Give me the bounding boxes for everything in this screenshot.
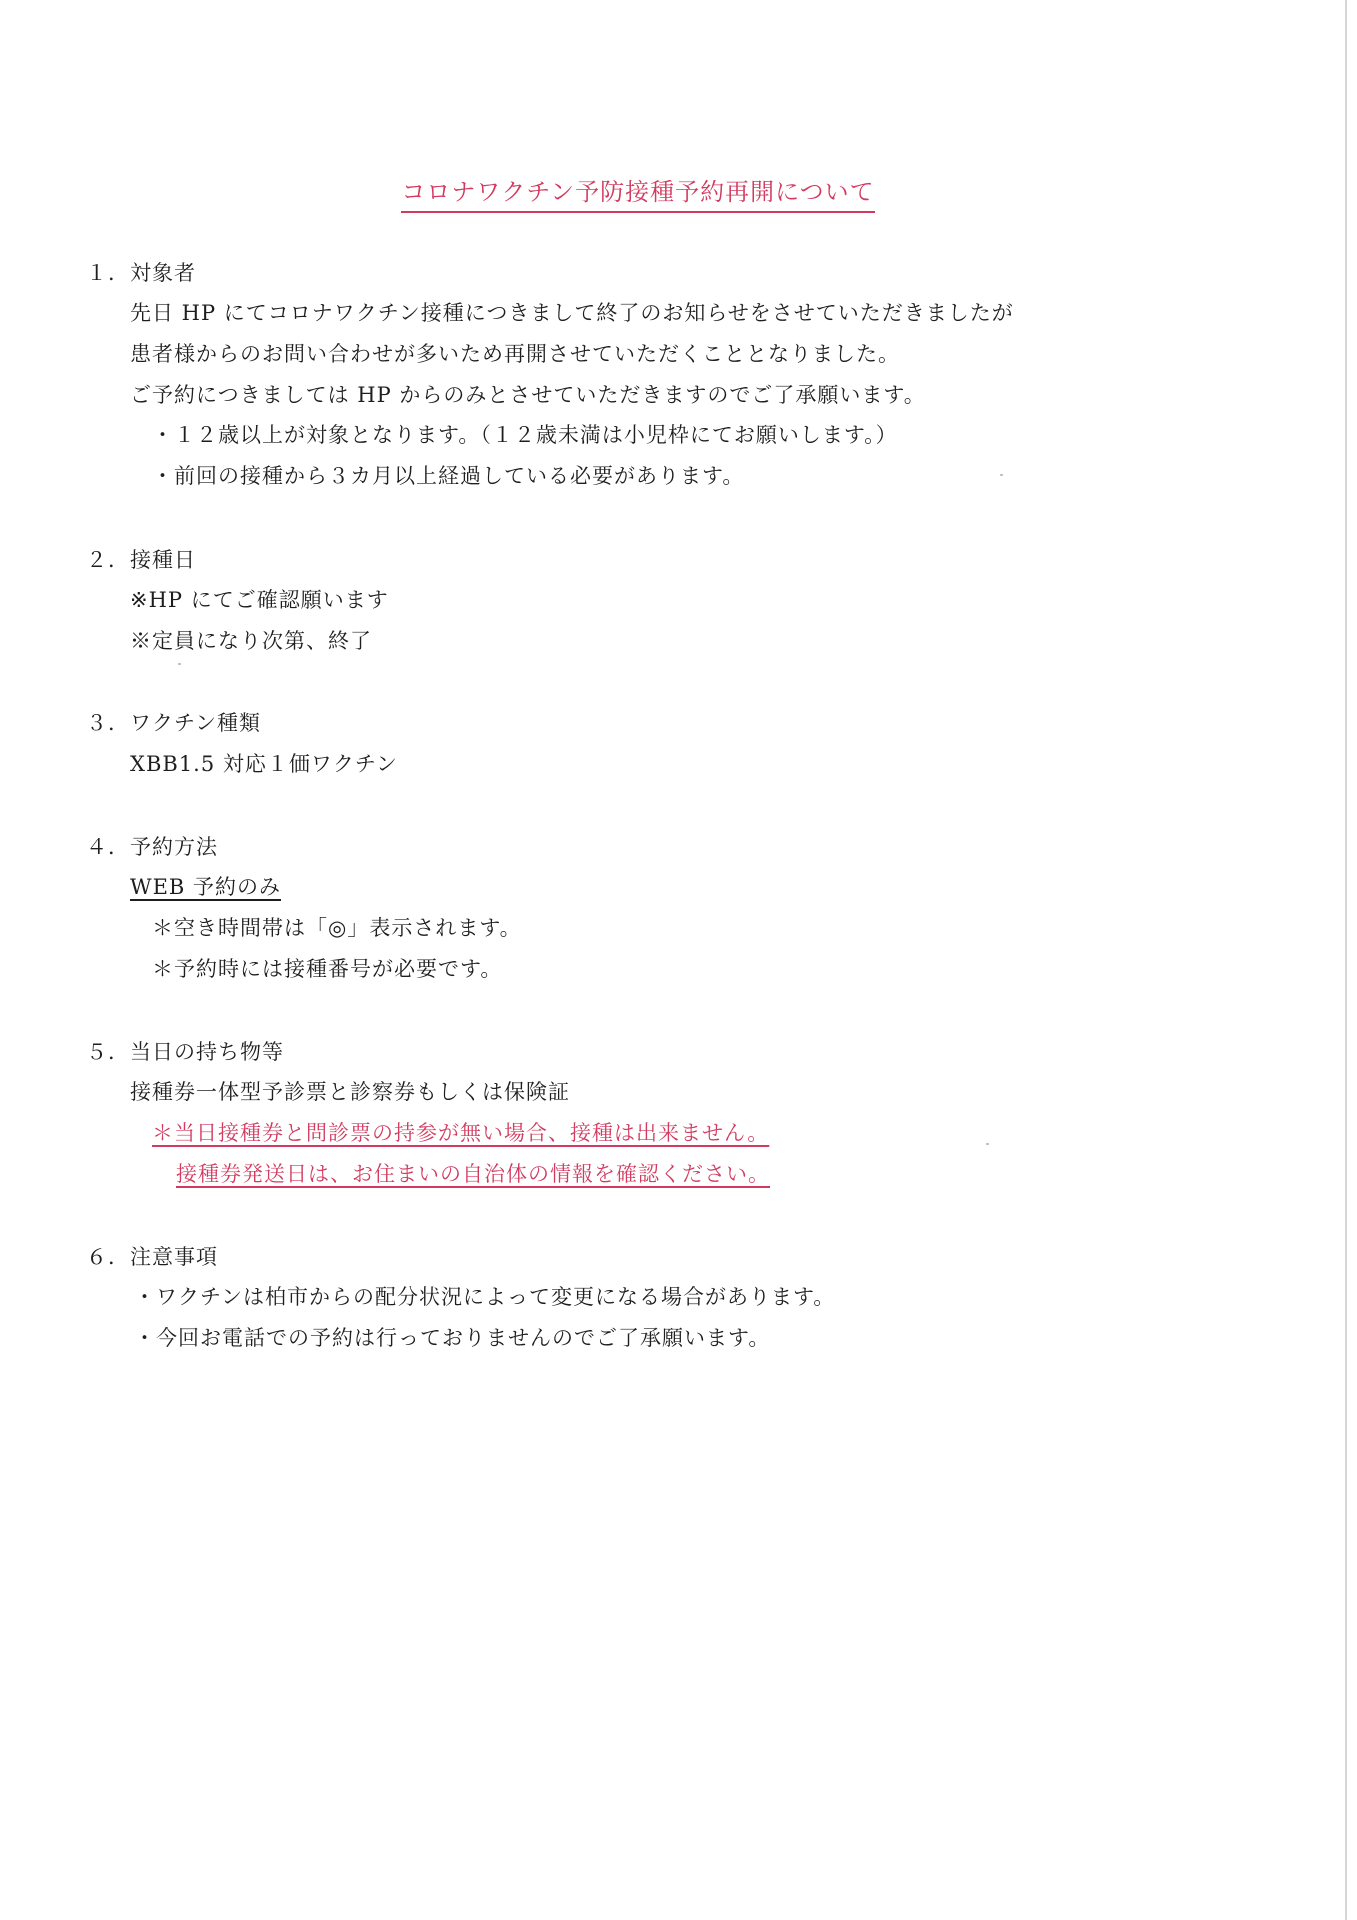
section-date-line-2: ※定員になり次第、終了 — [130, 629, 372, 653]
section-notes-bullet-1: ・ワクチンは柏市からの配分状況によって変更になる場合があります。 — [134, 1285, 836, 1309]
section-date-line-1: ※HP にてご確認願います — [130, 588, 389, 612]
section-items-line-1: 接種券一体型予診票と診察券もしくは保険証 — [130, 1080, 570, 1104]
section-heading-date: ２．接種日 — [86, 548, 196, 572]
scan-speck — [1000, 474, 1003, 476]
section-target-line-2: 患者様からのお問い合わせが多いため再開させていただくこととなりました。 — [130, 342, 900, 366]
scan-edge-line — [1345, 0, 1347, 1920]
section-booking-note-2: ＊予約時には接種番号が必要です。 — [152, 957, 503, 981]
page-title-text: コロナワクチン予防接種予約再開について — [401, 172, 874, 213]
section-heading-booking-method: ４．予約方法 — [86, 835, 218, 859]
page-title — [0, 172, 1276, 213]
section-vaccine-type-line-1: XBB1.5 対応１価ワクチン — [130, 752, 398, 776]
section-heading-target: １．対象者 — [86, 261, 196, 285]
section-heading-vaccine-type: ３．ワクチン種類 — [86, 711, 261, 735]
section-notes-bullet-2: ・今回お電話での予約は行っておりませんのでご了承願います。 — [134, 1326, 771, 1350]
section-booking-method-line-1: WEB 予約のみ — [130, 875, 282, 899]
scan-speck — [986, 1143, 989, 1145]
section-booking-note-1: ＊空き時間帯は「◎」表示されます。 — [152, 916, 522, 940]
section-target-bullet-2: ・前回の接種から３カ月以上経過している必要があります。 — [152, 464, 745, 488]
section-target-line-3: ご予約につきましては HP からのみとさせていただきますのでご了承願います。 — [130, 383, 926, 407]
section-heading-notes: ６．注意事項 — [86, 1245, 218, 1269]
section-items-warning-1: ＊当日接種券と問診票の持参が無い場合、接種は出来ません。 — [152, 1121, 770, 1145]
section-items-warning-2: 接種券発送日は、お住まいの自治体の情報を確認ください。 — [176, 1162, 770, 1186]
section-heading-items: ５．当日の持ち物等 — [86, 1040, 284, 1064]
section-target-bullet-1: ・１２歳以上が対象となります。（１２歳未満は小児枠にてお願いします。） — [152, 423, 898, 447]
section-target-line-1: 先日 HP にてコロナワクチン接種につきまして終了のお知らせをさせていただきましたが — [130, 301, 1014, 325]
scan-speck — [178, 663, 181, 665]
